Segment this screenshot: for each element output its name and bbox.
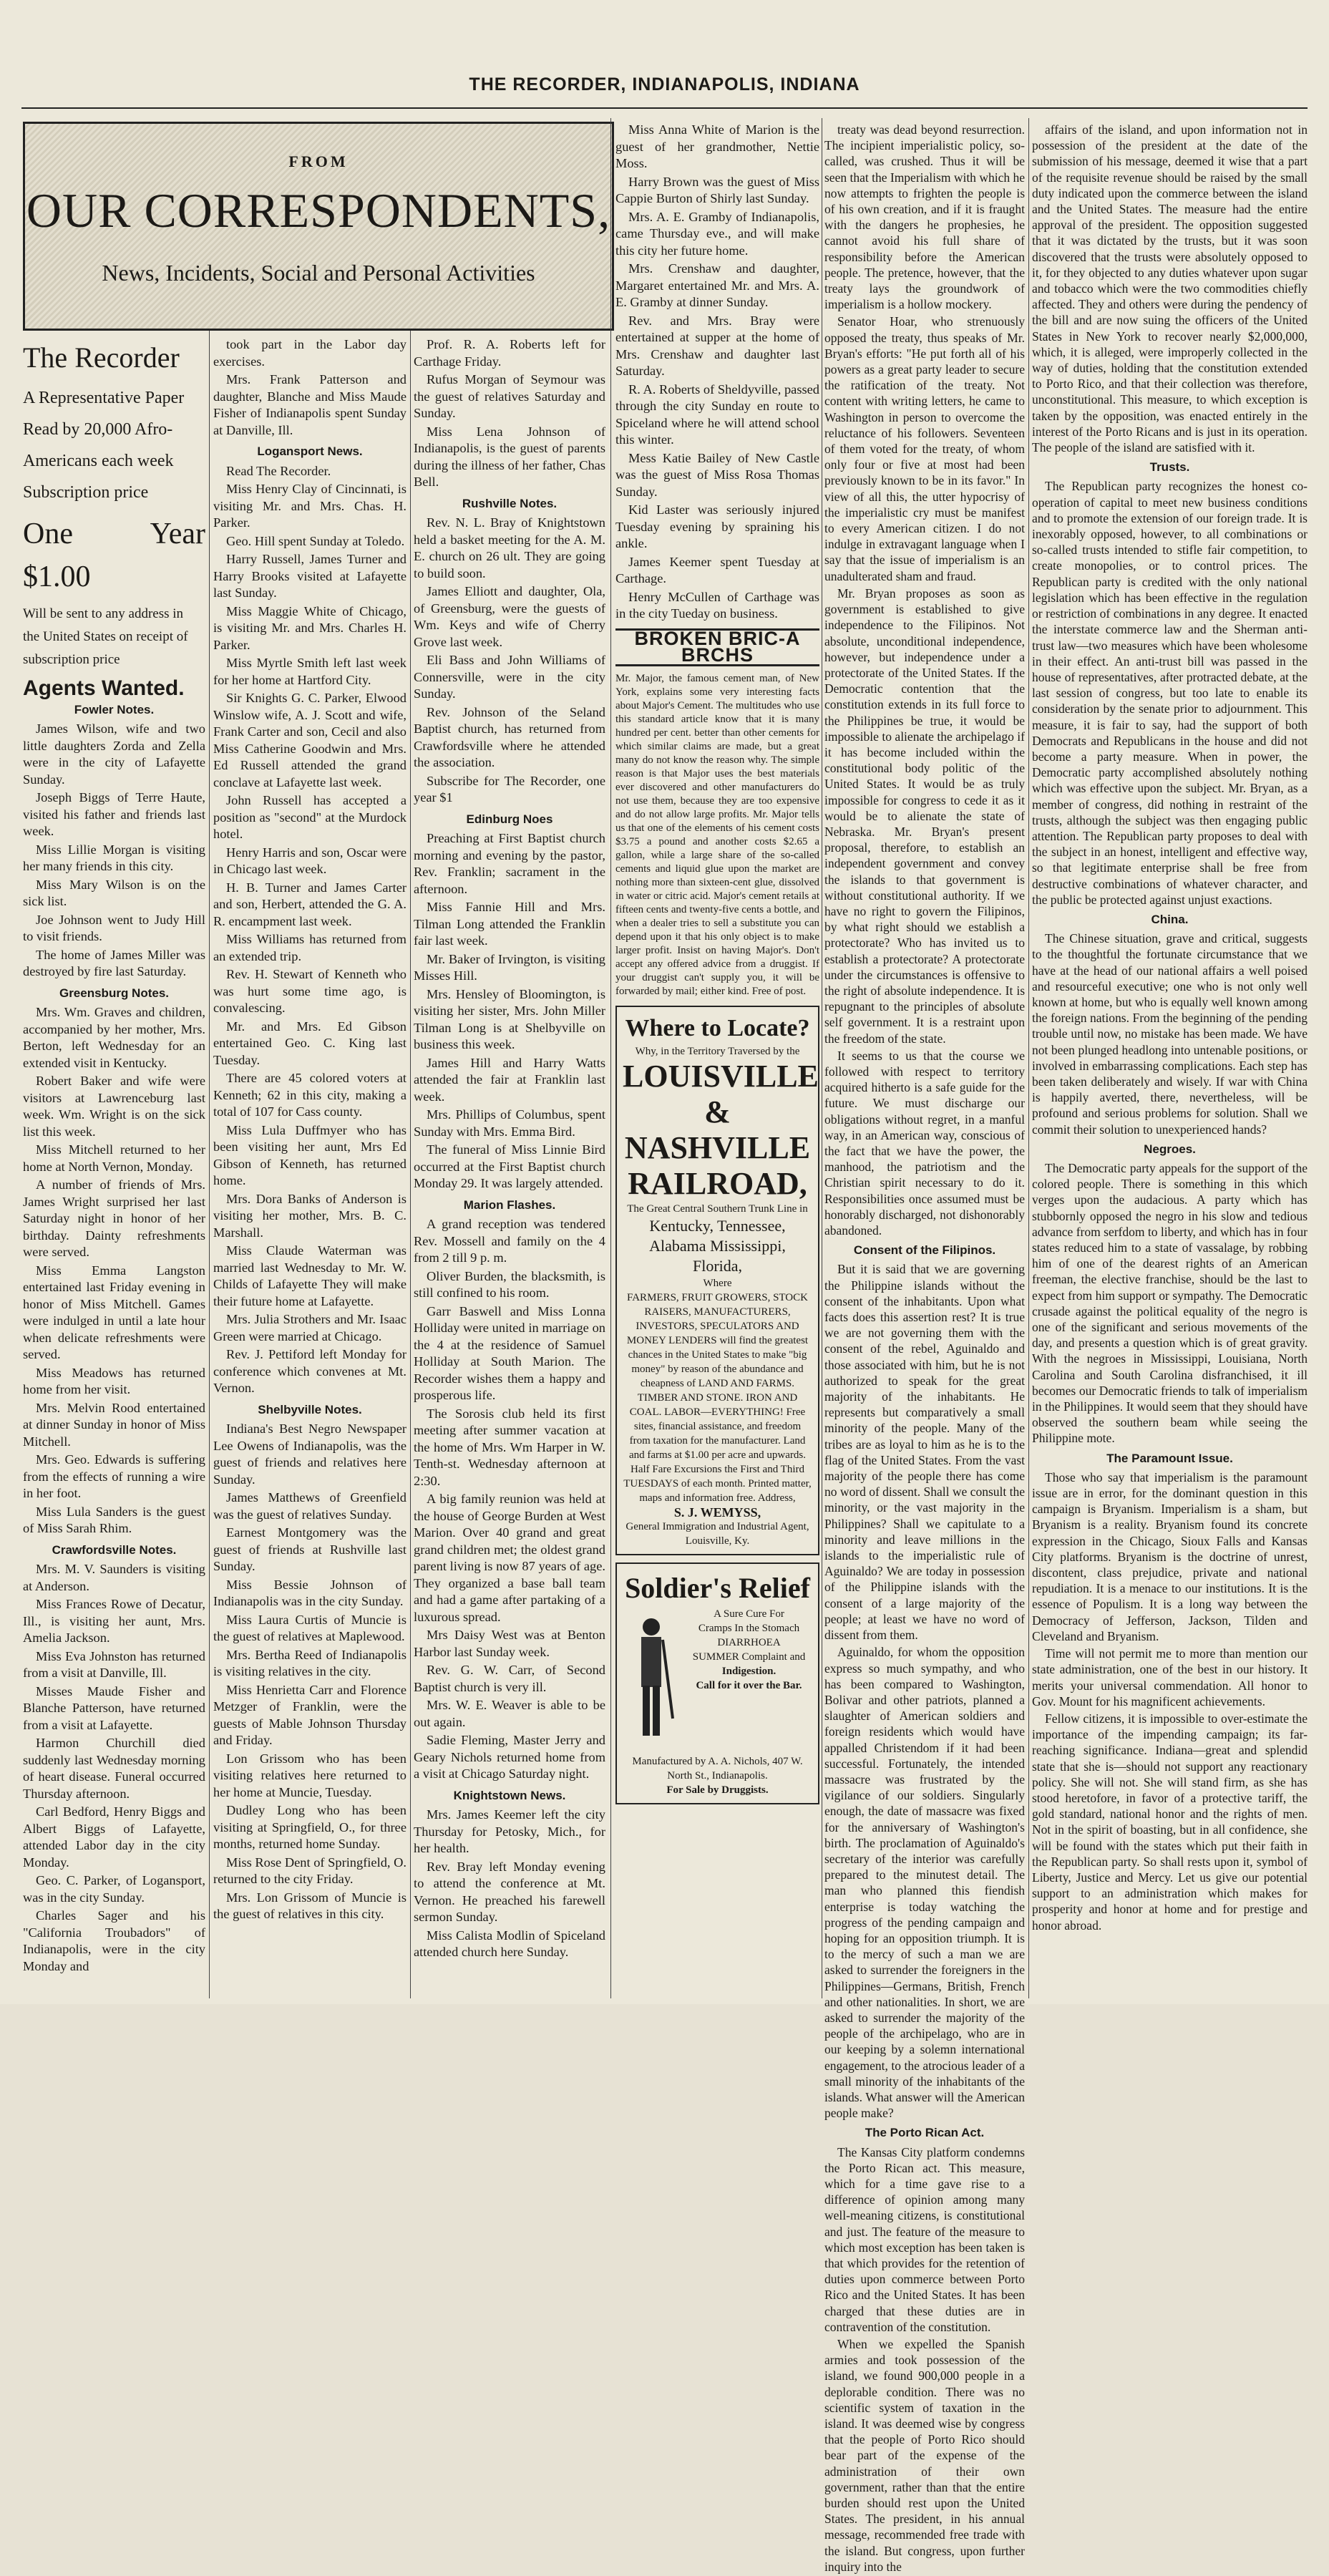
- news-paragraph: Miss Fannie Hill and Mrs. Tilman Long attended the Franklin fair last week.: [414, 900, 605, 948]
- news-paragraph: There are 45 colored voters at Kenneth; 62 in this city, making a total of 107 for Cass county.: [213, 1071, 407, 1119]
- column-1-articles: [23, 701, 205, 1975]
- news-paragraph: Miss Lula Duffmyer who has been visiting her aunt, Mrs Ed Gibson of Kenneth, has returned home.: [213, 1122, 407, 1187]
- bric-a-brac-heading: BROKEN BRIC-A BRCHS: [615, 628, 819, 666]
- railroad-ad-line1: Why, in the Territory Traversed by the: [635, 1045, 800, 1057]
- news-paragraph: Miss Claude Waterman was married last Wednesday to Mr. W. Childs of Lafayette They will make their future home at Lafayette.: [213, 1243, 407, 1308]
- recorder-line: Subscription price: [23, 483, 149, 502]
- recorder-lines-2: [23, 603, 205, 671]
- news-paragraph: A number of friends of Mrs. James Wright surprised her last Saturday night in honor of her birthday. Dainty refreshments were served.: [23, 1177, 205, 1259]
- column-2-articles: [213, 336, 407, 1923]
- news-paragraph: James Keemer spent Tuesday at Carthage.: [615, 554, 819, 585]
- section-heading: Consent of the Filipinos.: [853, 1243, 996, 1258]
- news-paragraph: Preaching at First Baptist church morning and evening by the pastor, Rev. Franklin; sacrament in the afternoon.: [414, 831, 605, 896]
- news-paragraph: Mrs. James Keemer left the city Thursday for Petosky, Mich., for her health.: [414, 1807, 605, 1855]
- section-heading: Greensburg Notes.: [59, 986, 170, 1000]
- column-4-articles: [615, 122, 819, 623]
- news-paragraph: Miss Meadows has returned home from her visit.: [23, 1365, 205, 1396]
- bric-a-brac-text: Mr. Major, the famous cement man, of New York, explains some very interesting facts about Major's Cement. The multitudes who use this standard article know that it is many hundred per cent. better than other cements for which similar claims are made, but a great many do not know the reason why. The simple reason is that Major uses the best materials ever discovered and other manufacturers do not use them, because they are too expensive and do not allow large profits. Mr. Major tells us that one of the elements of his cement costs $3.75 a pound and another costs $2.65 a gallon, while a large share of the so-called cements and liquid glue upon the market are nothing more than sixteen-cent glue, dissolved in water or citric acid. Major's cement retails at fifteen cents and twenty-five cents a bottle, and when a dealer tries to sell a substitute you can depend upon it that his only object is to make larger profit. Insist on having Major's. Don't accept any offered advice from a druggist. If your druggist can't supply you, it will be forwarded by mail; either kind. Free of post.: [615, 672, 819, 997]
- news-paragraph: Carl Bedford, Henry Biggs and Albert Biggs of Lafayette, attended Labor day in the city Monday.: [23, 1804, 205, 1870]
- news-paragraph: When we expelled the Spanish armies and took possession of the island, we found 900,000 people in a deplorable condition. There was no scientific system of taxation in the island. It was deemed wise by congress that the people of Porto Rico should bear part of the expense of the administration of their own government, rather than that the entire burden should rest upon the United States. The president, in his annual message, recommended free trade with the island. But congress, upon further inquiry into the: [824, 2337, 1025, 2574]
- recorder-price: One Year $1.00: [23, 517, 205, 593]
- news-paragraph: Mrs. M. V. Saunders is visiting at Anderson.: [23, 1562, 205, 1593]
- column-4: [615, 122, 819, 1812]
- news-paragraph: Rev. G. W. Carr, of Second Baptist church is very ill.: [414, 1663, 605, 1694]
- railroad-ad: [615, 1006, 819, 1555]
- news-paragraph: It seems to us that the course we followed with respect to territory acquired hitherto is a safe guide for the future. We must discharge our obligations without regret, in a manful way, in an American way, conscious of the fact that we have the power, the manhood, the patriotism and the Christian spirit necessary to do it. Responsibilities once assumed must be honorably discharged, not dishonorably abandoned.: [824, 1048, 1025, 1238]
- soldiers-relief-title: Soldier's Relief: [625, 1571, 810, 1604]
- news-paragraph: Miss Henrietta Carr and Florence Metzger of Franklin, were the guests of Mable Johnson Thursday and Friday.: [213, 1682, 407, 1747]
- news-paragraph: R. A. Roberts of Sheldyville, passed through the city Sunday en route to Spiceland where he will attend school this winter.: [615, 381, 819, 447]
- column-rule: [1028, 118, 1029, 1998]
- column-rule: [610, 118, 611, 1998]
- news-paragraph: Rev. H. Stewart of Kenneth who was hurt some time ago, is convalescing.: [213, 967, 407, 1015]
- news-paragraph: Fellow citizens, it is impossible to over-estimate the importance of the impending campaign; its far-reaching significance. Indiana—great and splendid state that she is—should not support any reactionary policy. She will not. She will stand firm, as she has stood heretofore, in favor of a protective tariff, the gold standard, national honor and the rights of men. Not in the spirit of boasting, but in all confidence, she will be found with the states which put their faith in the Republican party. So shall rests upon it, symbol of Liberty, Justice and Mercy. Let us give our potential support to an administration which makes for prosperity and honor at home and for prestige and honor abroad.: [1032, 1711, 1308, 1933]
- news-paragraph: Rev. Johnson of the Seland Baptist church, has returned from Crawfordsville where he attended the association.: [414, 704, 605, 769]
- news-paragraph: Mrs. Geo. Edwards is suffering from the effects of running a wire in her foot.: [23, 1452, 205, 1500]
- column-5: [824, 122, 1025, 2576]
- news-paragraph: Miss Henry Clay of Cincinnati, is visiting Mr. and Mrs. Chas. H. Parker.: [213, 482, 407, 530]
- news-paragraph: Aguinaldo, for whom the opposition express so much sympathy, and who has been compared to Washington, Bolivar and other patriots, planned a slaughter of American soldiers and foreign residents which would have appalled Christendom if it had been successful. Fortunately, the intended massacre was frustrated by the vigilance of our soldiers. Singularly enough, the date of massacre was fixed for the anniversary of Washington's birth. The proclamation of Aguinaldo's secretary of the interior was carefully prepared to the minutest detail. The man who planned this fiendish enterprise is today watching the progress of the pending campaign and hoping for an opposition triumph. It is to the mercy of such a man we are asked to surrender the foreigners in the Philippines—Germans, British, French and other nationalities. In short, we are asked to surrender the majority of the people of the archipelago, who are in our keeping by a solemn international engagement, to the atrocious leader of a small minority of the inhabitants of the islands. What answer will the American people make?: [824, 1645, 1025, 2121]
- column-1: [23, 336, 205, 1976]
- news-paragraph: Prof. R. A. Roberts left for Carthage Friday.: [414, 337, 605, 369]
- news-paragraph: Garr Baswell and Miss Lonna Holliday were united in marriage on the 4 at the residence of Samuel Holliday at South Marion. The Recorder wishes them a happy and prosperous life.: [414, 1303, 605, 1402]
- news-paragraph: Mrs. Lon Grissom of Muncie is the guest of relatives in this city.: [213, 1890, 407, 1921]
- news-paragraph: Mrs. Hensley of Bloomington, is visiting her sister, Mrs. John Miller Tilman Long is at Shelbyville on business this week.: [414, 986, 605, 1051]
- news-paragraph: Mrs. Julia Strothers and Mr. Isaac Green were married at Chicago.: [213, 1312, 407, 1343]
- banner-from: FROM: [288, 152, 349, 170]
- news-paragraph: Indiana's Best Negro Newspaper Lee Owens of Indianapolis, was the guest of friends and relatives here Sunday.: [213, 1421, 407, 1487]
- soldiers-relief-l6: Call for it over the Bar.: [696, 1679, 802, 1691]
- news-paragraph: Miss Emma Langston entertained last Friday evening in honor of Miss Mitchell. Games were indulged in until a late hour when delicate refreshments were served.: [23, 1263, 205, 1361]
- news-paragraph: Miss Lillie Morgan is visiting her many friends in this city.: [23, 842, 205, 873]
- section-heading: Trusts.: [1149, 460, 1190, 475]
- news-paragraph: Earnest Montgomery was the guest of friends at Rushville last Sunday.: [213, 1525, 407, 1573]
- news-paragraph: Rev. and Mrs. Bray were entertained at supper at the home of Mrs. Crenshaw and daughter last Saturday.: [615, 313, 819, 378]
- soldiers-relief-l2: Cramps In the Stomach: [698, 1622, 800, 1634]
- section-heading: The Porto Rican Act.: [865, 2126, 985, 2140]
- news-paragraph: Mr. Baker of Irvington, is visiting Misses Hill.: [414, 951, 605, 983]
- news-paragraph: Joseph Biggs of Terre Haute, visited his father and friends last week.: [23, 790, 205, 838]
- news-paragraph: Rev. J. Pettiford left Monday for conference which convenes at Mt. Vernon.: [213, 1347, 407, 1395]
- correspondents-banner: [23, 122, 614, 331]
- news-paragraph: Miss Anna White of Marion is the guest of her grandmother, Nettie Moss.: [615, 122, 819, 170]
- news-paragraph: Miss Calista Modlin of Spiceland attended church here Sunday.: [414, 1928, 605, 1959]
- column-6-articles: [1032, 122, 1308, 1933]
- news-paragraph: The Sorosis club held its first meeting after summer vacation at the home of Mrs. Wm Harper in W. Tenth-st. Wednesday afternoon at 2:30.: [414, 1406, 605, 1488]
- news-paragraph: Miss Laura Curtis of Muncie is the guest of relatives at Maplewood.: [213, 1612, 407, 1643]
- news-paragraph: Harry Brown was the guest of Miss Cappie Burton of Shirly last Sunday.: [615, 174, 819, 205]
- news-paragraph: Misses Maude Fisher and Blanche Patterson, have returned from a visit at Lafayette.: [23, 1683, 205, 1732]
- railroad-ad-where: Where: [703, 1277, 732, 1289]
- news-paragraph: James Elliott and daughter, Ola, of Greensburg, were the guests of Wm. Keys and wife of Cherry Grove last week.: [414, 584, 605, 649]
- news-paragraph: Miss Maggie White of Chicago, is visiting Mr. and Mrs. Charles H. Parker.: [213, 603, 407, 652]
- news-paragraph: Miss Lena Johnson of Indianapolis, is the guest of parents during the illness of her father, Chas Bell.: [414, 424, 605, 489]
- section-heading: Negroes.: [1144, 1142, 1196, 1156]
- news-paragraph: Miss Eva Johnston has returned from a visit at Danville, Ill.: [23, 1648, 205, 1680]
- agents-wanted: Agents Wanted.: [23, 676, 185, 700]
- news-paragraph: Lon Grissom who has been visiting relatives here returned to her home at Muncie, Tuesday.: [213, 1751, 407, 1799]
- news-paragraph: Mr. and Mrs. Ed Gibson entertained Geo. C. King last Tuesday.: [213, 1019, 407, 1067]
- soldiers-relief-l8: For Sale by Druggists.: [666, 1784, 769, 1796]
- news-paragraph: Charles Sager and his "California Troubadors" of Indianapolis, were in the city Monday and: [23, 1908, 205, 1973]
- railroad-ad-agent-2: General Immigration and Industrial Agent, Louisville, Ky.: [625, 1520, 809, 1547]
- news-paragraph: Mrs. Melvin Rood entertained at dinner Sunday in honor of Miss Mitchell.: [23, 1400, 205, 1449]
- section-heading: Logansport News.: [257, 444, 363, 458]
- news-paragraph: Miss Mitchell returned to her home at North Vernon, Monday.: [23, 1142, 205, 1174]
- news-paragraph: Sir Knights G. C. Parker, Elwood Winslow wife, A. J. Scott and wife, Frank Carter and son, Cecil and also Miss Catherine Goodwin and Mrs. Ed Russell attended the grand conclave at Lafayette last week.: [213, 691, 407, 789]
- section-heading: Crawfordsville Notes.: [52, 1542, 177, 1557]
- column-rule: [209, 331, 210, 1998]
- news-paragraph: James Hill and Harry Watts attended the fair at Franklin last week.: [414, 1055, 605, 1104]
- news-paragraph: Miss Mary Wilson is on the sick list.: [23, 877, 205, 908]
- news-paragraph: treaty was dead beyond resurrection. The incipient imperialistic policy, so-called, was crushed. Thus it will be seen that the Imperialism with which he now attempts to frighten the people is of his own creation, and if it is fraught with the dangers he prophesies, he cannot avoid his full share of responsibility before the American people. The pretence, however, that the treaty lays the groundwork of imperialism is a hollow mockery.: [824, 122, 1025, 312]
- news-paragraph: Miss Myrtle Smith left last week for her home at Hartford City.: [213, 656, 407, 687]
- news-paragraph: The Chinese situation, grave and critical, suggests to the thoughtful the fortunate circumstance that we have at the head of our national affairs a well poised and resourceful executive; one who is not only well known at home, but who is equally well known among the foreign nations. From the beginning of the pending trouble until now, no mistake has been made. We have not been plunged headlong into untenable positions, or involved in embarrassing complications. Each step has been taken deliberately and wisely. If war with China is happily averted, there, nevertheless, will be profound and serious problems for solution. Shall we commit their solution to unexperienced hands?: [1032, 931, 1308, 1137]
- news-paragraph: Mrs. Dora Banks of Anderson is visiting her mother, Mrs. B. C. Marshall.: [213, 1191, 407, 1240]
- news-paragraph: Harmon Churchill died suddenly last Wednesday morning of heart disease. Funeral occurred Thursday afternoon.: [23, 1736, 205, 1801]
- section-heading: Shelbyville Notes.: [258, 1402, 362, 1416]
- news-paragraph: affairs of the island, and upon information not in possession of the president at the date of the submission of his message, deemed it wise that a part of the requisite revenue should be raised by the small duty indicated upon the commerce between the island and the United States. The measure had the entire approval of the president. The opposition suggested that it was dictated by the trusts, but it was soon discovered that the trusts were absolutely opposed to it, for they objected to any duties whatever upon sugar and tobacco which were the two commodities chiefly affected. They and others were during the pendency of the bill and are now suing the officers of the United States in New York to recover nearly $2,000,000, which, it is alleged, were improperly collected in the way of duties, holding that the constitution extended to Porto Rico, and that their collection was therefore, unconstitutional. This measure, to which exception is taken by the opposition, was enacted entirely in the interest of the Porto Ricans and is just in its operation. The people of the island are satisfied with it.: [1032, 122, 1308, 455]
- recorder-line: the United States on receipt of: [23, 629, 188, 644]
- news-paragraph: Rev. N. L. Bray of Knightstown held a basket meeting for the A. M. E. church on 26 ult. They are going to build soon.: [414, 515, 605, 580]
- news-paragraph: Mrs Daisy West was at Benton Harbor last Sunday week.: [414, 1628, 605, 1659]
- column-5-articles: [824, 122, 1025, 2575]
- news-paragraph: Miss Frances Rowe of Decatur, Ill., is visiting her aunt, Mrs. Amelia Jackson.: [23, 1597, 205, 1645]
- soldier-figure-icon: [623, 1611, 680, 1747]
- recorder-line: Americans each week: [23, 452, 174, 470]
- news-paragraph: Miss Bessie Johnson of Indianapolis was in the city Sunday.: [213, 1577, 407, 1608]
- news-paragraph: A big family reunion was held at the house of George Burden at West Marion. Over 40 grand and great grand children met; the oldest grand parent living is now 87 years of age. They organized a base ball team and had a game after partaking of a luxurous spread.: [414, 1492, 605, 1624]
- news-paragraph: Oliver Burden, the blacksmith, is still confined to his room.: [414, 1268, 605, 1300]
- news-paragraph: Mrs. W. E. Weaver is able to be out again.: [414, 1698, 605, 1729]
- soldiers-relief-l1: A Sure Cure For: [714, 1608, 784, 1620]
- section-heading: Edinburg Noes: [466, 812, 553, 826]
- recorder-lines: [23, 382, 205, 508]
- news-paragraph: H. B. Turner and James Carter and son, Herbert, attended the G. A. R. encampment last week.: [213, 880, 407, 928]
- recorder-line: subscription price: [23, 652, 120, 667]
- news-paragraph: James Wilson, wife and two little daughters Zorda and Zella were in the city of Lafayette Sunday.: [23, 721, 205, 787]
- recorder-line: Read by 20,000 Afro-: [23, 420, 173, 439]
- recorder-title: The Recorder: [23, 341, 180, 374]
- news-paragraph: Sadie Fleming, Master Jerry and Geary Nichols returned home from a visit at Chicago Saturday night.: [414, 1733, 605, 1781]
- column-2: [213, 336, 407, 1925]
- news-paragraph: Joe Johnson went to Judy Hill to visit friends.: [23, 912, 205, 943]
- soldiers-relief-l5: Indigestion.: [721, 1665, 777, 1677]
- railroad-ad-name: LOUISVILLE & NASHVILLE RAILROAD,: [623, 1058, 819, 1201]
- news-paragraph: Rufus Morgan of Seymour was the guest of relatives Saturday and Sunday.: [414, 372, 605, 420]
- section-heading: Fowler Notes.: [74, 702, 155, 716]
- news-paragraph: Mrs. Crenshaw and daughter, Margaret entertained Mr. and Mrs. A. E. Gramby at dinner Sunday.: [615, 261, 819, 309]
- news-paragraph: Eli Bass and John Williams of Connersville, were in the city Sunday.: [414, 653, 605, 701]
- news-paragraph: John Russell has accepted a position as "second" at the Murdock hotel.: [213, 793, 407, 841]
- news-paragraph: Geo. Hill spent Sunday at Toledo.: [226, 533, 405, 548]
- news-paragraph: Miss Lula Sanders is the guest of Miss Sarah Rhim.: [23, 1504, 205, 1535]
- recorder-line: Will be sent to any address in: [23, 606, 184, 621]
- news-paragraph: Miss Williams has returned from an extended trip.: [213, 932, 407, 963]
- soldiers-relief-l3: DIARRHOEA: [717, 1636, 781, 1648]
- news-paragraph: Mess Katie Bailey of New Castle was the guest of Miss Rosa Thomas Sunday.: [615, 450, 819, 499]
- news-paragraph: James Matthews of Greenfield was the guest of relatives Sunday.: [213, 1490, 407, 1522]
- soldiers-relief-l7: Manufactured by A. A. Nichols, 407 W. North St., Indianapolis.: [632, 1755, 803, 1782]
- news-paragraph: Senator Hoar, who strenuously opposed the treaty, thus speaks of Mr. Bryan's efforts: "He put forth all of his powers as a great party leader to secure the ratification of the treaty. Not content with writing letters, he came to Washington in person to overcome the reluctance of his followers. Seventeen of them voted for the treaty, of whom only four or five at most had been previously known to be in its favor." In view of all this, the utter hypocrisy of the imperialistic cry must be manifest to every American citizen. I do not indulge in extravagant language when I say that the issue of imperialism is an unadulterated sham and fraud.: [824, 314, 1025, 583]
- news-paragraph: Mrs. A. E. Gramby of Indianapolis, came Thursday eve., and will make this city her future home.: [615, 209, 819, 258]
- news-paragraph: took part in the Labor day exercises.: [213, 337, 407, 369]
- news-paragraph: The Democratic party appeals for the support of the colored people. There is something in this which verges upon the audacious. A party which has stubbornly opposed the negro in his slow and tedious advance from serfdom to liberty, and which has in four states reduced him to a state of vassalage, by robbing him of one of the dearest rights of an American freeman, the elective franchise, should be the last to expect from him support or sympathy. The Democratic crusade against the political equality of the negro is one of the significant and serious movements of the day, and presents a question which is of great gravity. With the negroes in Mississippi, Louisiana, North Carolina and South Carolina disfranchised, it ill becomes our Democratic friends to talk of imperialism in the Philippines. It would seem that they should have observed the southern beam while seeing the Philippine mote.: [1032, 1161, 1308, 1446]
- railroad-ad-agent: S. J. WEMYSS,: [673, 1505, 761, 1520]
- news-paragraph: But it is said that we are governing the Philippine islands without the consent of the inhabitants. Upon what facts does this assertion rest? It is true we are not governing them with the consent of the rebel, Aguinaldo and those associated with him, but he is not authorized to speak for the great majority of the inhabitants. He represents but comparatively a small minority of the people. Many of the tribes are as loyal to him as he is to the flag of the United States. From the vast majority of the people there has come no word of dissent. Shall we consult the minority, or the vast majority in the Philippines? Shall we capitulate to a minority and leave millions in the islands to the imperialistic rule of Aguinaldo? We are today in possession of the Philippine islands with the consent of a large majority of the people; at least we have no word of dissent from them.: [824, 1262, 1025, 1643]
- top-rule: [21, 107, 1308, 109]
- section-heading: Knightstown News.: [453, 1788, 566, 1802]
- news-paragraph: Mrs. Bertha Reed of Indianapolis is visiting relatives in the city.: [213, 1647, 407, 1678]
- railroad-ad-states: Kentucky, Tennessee, Alabama Mississippi, Florida,: [649, 1216, 786, 1275]
- news-paragraph: Mrs. Frank Patterson and daughter, Blanche and Miss Maude Fisher of Indianapolis spent Sunday at Danville, Ill.: [213, 372, 407, 437]
- news-paragraph: The home of James Miller was destroyed by fire last Saturday.: [23, 947, 205, 978]
- column-6: [1032, 122, 1308, 1935]
- news-paragraph: The Kansas City platform condemns the Porto Rican act. This measure, which for a time gave rise to a difference of opinion among many well-meaning citizens, is constitutional and just. The feature of the measure to which most exception has been taken is that which provides for the retention of duties upon commerce between Porto Rico and the United States. It has been charged that these duties are in contravention of the constitution.: [824, 2144, 1025, 2334]
- column-3: [414, 336, 605, 1963]
- news-paragraph: Harry Russell, James Turner and Harry Brooks visited at Lafayette last Sunday.: [213, 552, 407, 600]
- news-paragraph: A grand reception was tendered Rev. Mossell and family on the 4 from 2 till 9 p. m.: [414, 1217, 605, 1265]
- railroad-ad-body: FARMERS, FRUIT GROWERS, STOCK RAISERS, MANUFACTURERS, INVESTORS, SPECULATORS AND MONEY LENDERS will find the greatest chances in the United States to make "big money" by reason of the abundance and cheapness of LAND AND FARMS. TIMBER AND STONE. IRON AND COAL. LABOR—EVERYTHING! Free sites, financial assistance, and freedom from taxation for the manufacturer. Land and farms at $1.00 per acre and upwards. Half Fare Excursions the First and Third TUESDAYS of each month. Printed matter, maps and information free. Address,: [623, 1291, 812, 1504]
- news-paragraph: Subscribe for The Recorder, one year $1: [414, 773, 605, 805]
- news-paragraph: Henry Harris and son, Oscar were in Chicago last week.: [213, 845, 407, 876]
- news-paragraph: The Republican party recognizes the honest co-operation of capital to meet new business conditions and to promote the extension of our foreign trade. It is inexorably opposed, however, to all combinations or so-called trusts intended to stifle fair competition, to create monopolies, or to control prices. The Republican party is credited with the only national legislation which has been effective in the regulation or restriction of combinations in any degree. It enacted the interstate commerce law and the Sherman anti-trust law—two measures which have been wholesome in their effect. An anti-trust bill was passed in the house of representatives, after protracted debate, at the last session of congress, but too late to enable its consideration by the senate prior to adjournment. This measure, it is fair to say, had the support of both Democrats and Republicans in the house and did not become a party measure. When in power, the Democratic party accomplished absolutely nothing which was effective upon the subject. Mr. Bryan, as a member of congress, did nothing in restraint of the trusts, although the subject was then engaging public attention. The Republican party proposes to deal with the subject in an honest, intelligent and effective way, so that legitimate enterprise shall be free from destructive combinations of whatever character, and the public be protected against unjust exactions.: [1032, 479, 1308, 907]
- news-paragraph: Henry McCullen of Carthage was in the city Tueday on business.: [615, 589, 819, 621]
- column-3-articles: [414, 336, 605, 1961]
- recorder-line: A Representative Paper: [23, 389, 185, 407]
- soldiers-relief-ad: [615, 1562, 819, 1804]
- news-paragraph: Mr. Bryan proposes as soon as government is established to give independence to the Filipinos. Not absolute, unconditional independence, however, but independence under a protectorate of the United States. If the Democratic contention that the constitution extends in its full force to the Philippines be true, it would be impossible to alienate the archipelago if it has become included within the constitutional body politic of the United States. It would be as truly impossible for congress to cede it as it would be to alienate the state of Nebraska. Mr. Bryan's present proposal, therefore, to establish an independent government and convey the islands to that government is without constitutional authority. If we have no right to govern the Filipinos, by what right should we establish a protectorate? Who has invited us to establish a protectorate? A protectorate under the circumstances is offensive to the right of absolute independence. It is repugnant to the principles of absolute self government. It is a restraint upon the freedom of the state.: [824, 585, 1025, 1046]
- news-paragraph: Kid Laster was seriously injured Tuesday evening by spraining his ankle.: [615, 502, 819, 550]
- news-paragraph: Read The Recorder.: [226, 463, 331, 478]
- banner-title: OUR CORRESPONDENTS,: [26, 183, 611, 238]
- banner-subtitle: News, Incidents, Social and Personal Activities: [102, 260, 535, 286]
- section-heading: Marion Flashes.: [463, 1197, 556, 1212]
- railroad-ad-trunk: The Great Central Southern Trunk Line in: [627, 1202, 808, 1215]
- news-paragraph: Time will not permit me to more than mention our state administration, one of the best in our history. It merits your universal commendation. All honor to Gov. Mount for his magnificent achievements.: [1032, 1646, 1308, 1709]
- section-heading: Rushville Notes.: [462, 496, 558, 510]
- news-paragraph: Rev. Bray left Monday evening to attend the conference at Mt. Vernon. He preached his farewell sermon Sunday.: [414, 1859, 605, 1924]
- news-paragraph: Mrs. Phillips of Columbus, spent Sunday with Mrs. Emma Bird.: [414, 1107, 605, 1139]
- soldiers-relief-l4: SUMMER Complaint and: [692, 1651, 806, 1663]
- news-paragraph: Miss Rose Dent of Springfield, O. returned to the city Friday.: [213, 1855, 407, 1886]
- news-paragraph: Robert Baker and wife were visitors at Lawrenceburg last week. Wm. Wright is on the sick list this week.: [23, 1074, 205, 1139]
- news-paragraph: Those who say that imperialism is the paramount issue are in error, for the dominant question in this campaign is Bryanism. Imperialism is a sham, but Bryanism is a reality. Bryanism found its concrete expression in the Chicago, Sioux Falls and Kansas City platforms. Bryanism is the doctrine of unrest, discontent, class prejudice, private and national repudiation. It is a menace to our institutions. It is the essence of Populism. It is a long way between the Democracy of Jefferson, Jackson, Tilden and Cleveland and Bryanism.: [1032, 1469, 1308, 1643]
- section-heading: China.: [1151, 912, 1189, 926]
- news-paragraph: The funeral of Miss Linnie Bird occurred at the First Baptist church Monday 29. It was largely attended.: [414, 1142, 605, 1190]
- news-paragraph: Geo. C. Parker, of Logansport, was in the city Sunday.: [23, 1873, 205, 1905]
- railroad-ad-title: Where to Locate?: [625, 1014, 810, 1041]
- masthead: THE RECORDER, INDIANAPOLIS, INDIANA: [469, 74, 860, 94]
- news-paragraph: Mrs. Wm. Graves and children, accompanied by her mother, Mrs. Berton, left Wednesday for an extended visit in Kentucky.: [23, 1005, 205, 1070]
- column-rule: [410, 331, 411, 1998]
- section-heading: The Paramount Issue.: [1106, 1451, 1233, 1465]
- news-paragraph: Dudley Long who has been visiting at Springfield, O., for three months, returned home Sunday.: [213, 1803, 407, 1851]
